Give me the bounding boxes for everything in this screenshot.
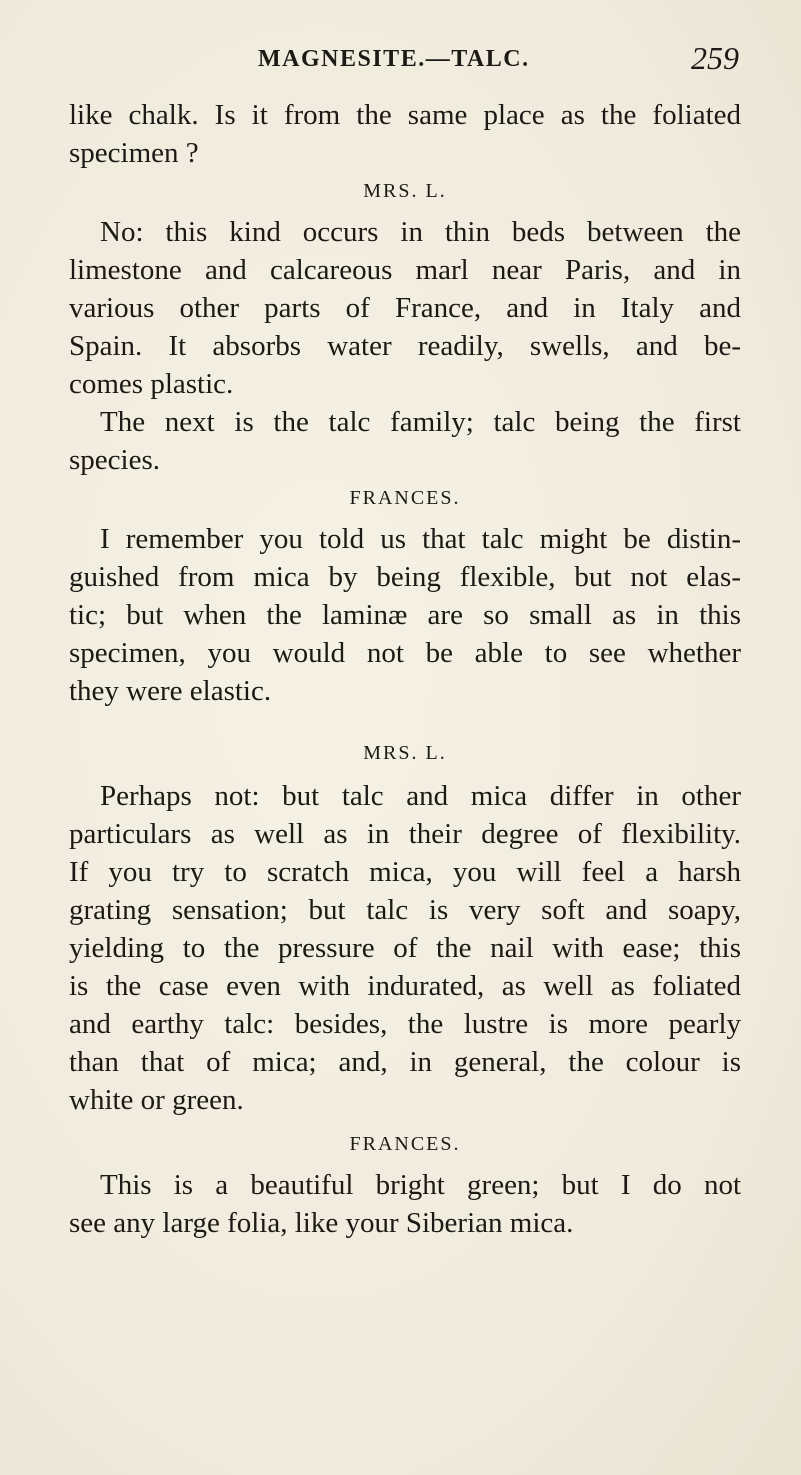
text-line: white or green. <box>69 1084 244 1116</box>
text-line: tic; but when the laminæ are so small as in this <box>69 599 741 631</box>
text-line: guished from mica by being flexible, but not elas- <box>69 561 741 593</box>
text-line: various other parts of France, and in Italy and <box>69 292 741 324</box>
text-line: is the case even with indurated, as well as foliated <box>69 970 741 1002</box>
text-line: This is a beautiful bright green; but I do not <box>100 1169 741 1201</box>
page-body <box>69 96 741 1242</box>
text-line: particulars as well as in their degree of flexibility. <box>69 818 741 850</box>
text-line: specimen ? <box>69 137 199 169</box>
text-line: yielding to the pressure of the nail with ease; this <box>69 932 741 964</box>
speaker-label: FRANCES. <box>349 487 461 509</box>
paragraph <box>69 96 741 172</box>
paragraph <box>69 1166 741 1242</box>
speaker-label: FRANCES. <box>349 1133 461 1155</box>
text-line: I remember you told us that talc might be distin- <box>100 523 741 555</box>
text-line: If you try to scratch mica, you will feel a harsh <box>69 856 741 888</box>
paragraph <box>69 520 741 710</box>
text-line: Spain. It absorbs water readily, swells, and be- <box>69 330 741 362</box>
text-line: comes plastic. <box>69 368 234 400</box>
speaker-label: MRS. L. <box>363 180 447 202</box>
text-line: species. <box>69 444 160 476</box>
text-line: specimen, you would not be able to see whether <box>69 637 741 669</box>
text-line: they were elastic. <box>69 675 272 707</box>
text-line: Perhaps not: but talc and mica differ in other <box>100 780 741 812</box>
page-number: 259 <box>691 40 739 76</box>
speaker-label: MRS. L. <box>363 742 447 764</box>
paragraph <box>69 403 741 479</box>
text-line: The next is the talc family; talc being the first <box>100 406 741 438</box>
page-header <box>0 40 801 80</box>
text-line: see any large folia, like your Siberian mica. <box>69 1207 574 1239</box>
text-line: than that of mica; and, in general, the colour is <box>69 1046 741 1078</box>
text-line: No: this kind occurs in thin beds between the <box>100 216 741 248</box>
text-line: grating sensation; but talc is very soft and soapy, <box>69 894 741 926</box>
running-head: MAGNESITE.—TALC. <box>258 46 530 72</box>
text-line: like chalk. Is it from the same place as the foliated <box>69 99 741 131</box>
text-line: limestone and calcareous marl near Paris, and in <box>69 254 741 286</box>
paragraph <box>69 213 741 403</box>
paragraph <box>69 777 741 1119</box>
text-line: and earthy talc: besides, the lustre is more pearly <box>69 1008 741 1040</box>
